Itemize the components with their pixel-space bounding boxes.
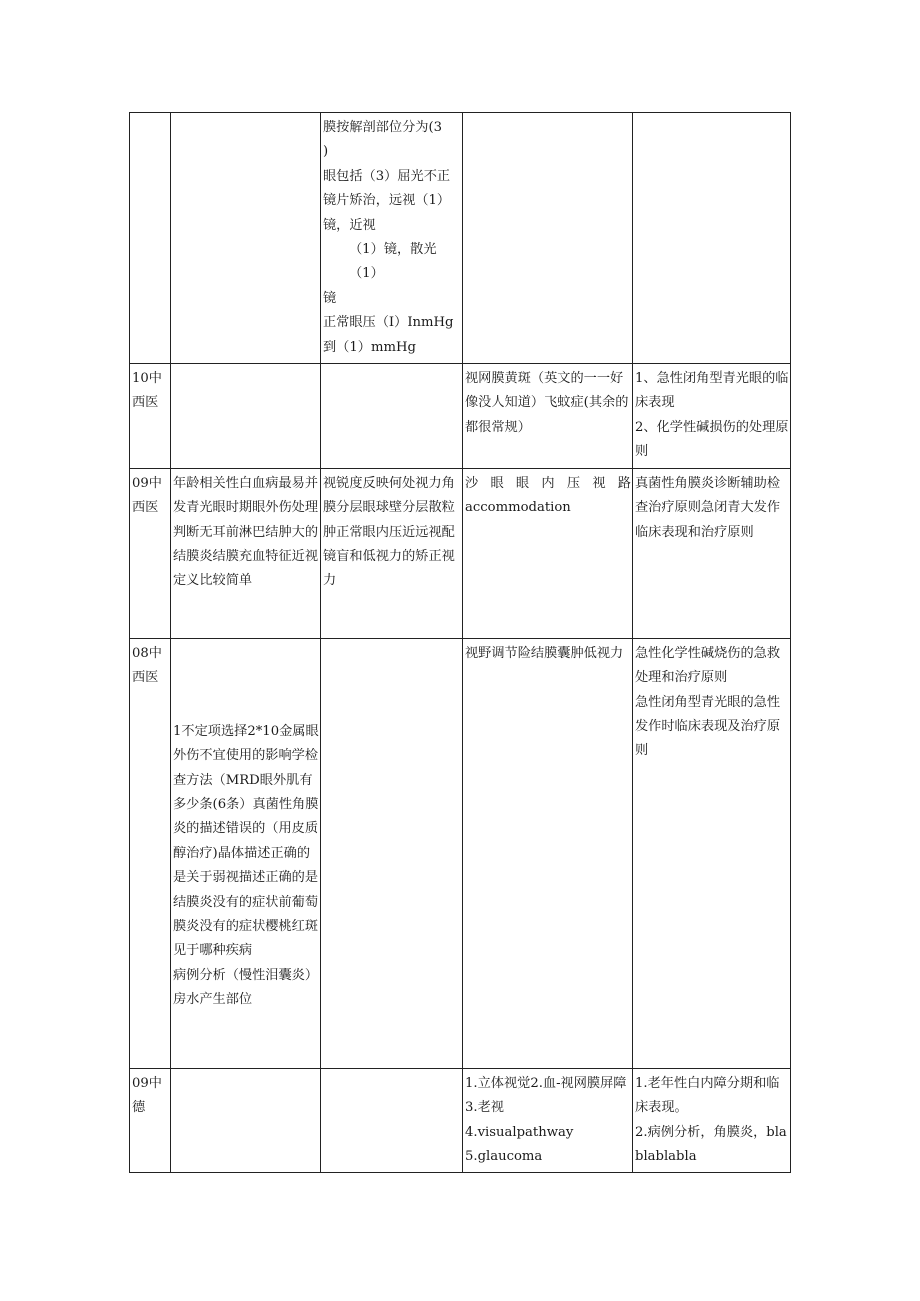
table-cell <box>321 468 463 638</box>
row-label-cell <box>130 468 171 638</box>
table-row <box>130 364 791 469</box>
cell-text: 眼包括（3）屈光不正 <box>323 168 451 184</box>
cell-text: accommodation <box>465 500 571 516</box>
table-cell <box>633 364 791 469</box>
cell-text: 1、急性闭角型青光眼的临床表现 <box>635 371 789 411</box>
cell-text: 2、化学性碱损伤的处理原则 <box>635 419 789 460</box>
cell-text: 2.病例分析，角膜炎，blablablabla <box>635 1124 787 1164</box>
table-cell <box>633 113 791 364</box>
cell-text: 1.老年性白内障分期和临床表现。 <box>635 1075 780 1116</box>
table-cell <box>171 113 321 364</box>
row-label: 09中西医 <box>132 475 162 516</box>
table-row <box>130 113 791 364</box>
cell-text: 1.立体视觉2.血-视网膜屏障3.老视 <box>465 1075 627 1116</box>
row-label: 10中西医 <box>132 371 162 411</box>
cell-text: （1）镜，散光（1） <box>349 242 437 282</box>
table-cell <box>171 468 321 638</box>
cell-text: 膜按解剖部位分为(3 <box>323 120 443 135</box>
cell-text: 急性化学性碱烧伤的急救处理和治疗原则 <box>635 645 781 686</box>
cell-text: 急性闭角型青光眼的急性发作时临床表现及治疗原则 <box>635 694 781 759</box>
cell-text: 沙眼眼内压视路 <box>465 475 631 491</box>
table-cell <box>171 638 321 1068</box>
cell-text: 镜片矫治，远视（1） <box>323 193 451 209</box>
cell-text: 真菌性角膜炎诊断辅助检查治疗原则急闭青大发作临床表现和治疗原则 <box>635 475 781 540</box>
cell-text: 视锐度反映何处视力角膜分层眼球壁分层散粒肿正常眼内压近远视配镜盲和低视力的矫正视力 <box>323 475 455 589</box>
table-cell <box>463 468 633 638</box>
table-cell <box>463 364 633 469</box>
table-cell <box>171 1068 321 1173</box>
cell-text: 1不定项选择2*10金属眼外伤不宜使用的影响学检查方法（MRD眼外肌有多少条(6条）真菌性角膜炎的描述错误的（用皮质醇治疗)晶体描述正确的是关于弱视描述正确的是结膜炎没有的症状前葡萄膜炎没有的症状樱桃红斑见于哪种疾病 <box>173 723 319 959</box>
cell-text: 病例分析（慢性泪囊炎）房水产生部位 <box>173 967 319 1008</box>
cell-text: 5.glaucoma <box>465 1148 543 1164</box>
table-cell <box>321 113 463 364</box>
table-cell <box>171 364 321 469</box>
row-label-cell <box>130 364 171 469</box>
table-cell <box>321 638 463 1068</box>
cell-text: 视网膜黄斑（英文的一一好像没人知道）飞蚊症(其余的都很常规） <box>465 371 629 435</box>
row-label-cell <box>130 638 171 1068</box>
table-cell <box>321 1068 463 1173</box>
row-label: 09中德 <box>132 1075 162 1116</box>
cell-text: 年龄相关性白血病最易并发青光眼时期眼外伤处理判断无耳前淋巴结肿大的结膜炎结膜充血特征近视定义比较简单 <box>173 475 319 589</box>
table-cell <box>633 468 791 638</box>
cell-text: 正常眼压（I）InmHg <box>323 315 454 331</box>
cell-text: ) <box>323 144 329 160</box>
table-row <box>130 1068 791 1173</box>
table-row <box>130 638 791 1068</box>
table-cell <box>321 364 463 469</box>
row-label-cell <box>130 113 171 364</box>
cell-text: 镜，近视 <box>323 217 376 233</box>
row-label-cell <box>130 1068 171 1173</box>
table-cell <box>463 638 633 1068</box>
exam-topics-table <box>129 112 791 1173</box>
cell-text: 视野调节险结膜囊肿低视力 <box>465 645 624 661</box>
table-row <box>130 468 791 638</box>
table-cell <box>463 113 633 364</box>
cell-text: 镜 <box>323 290 337 306</box>
row-label: 08中西医 <box>132 645 162 686</box>
cell-text: 到（1）mmHg <box>323 339 416 355</box>
cell-text: 4.visualpathway <box>465 1124 574 1140</box>
table-cell <box>463 1068 633 1173</box>
table-cell <box>633 1068 791 1173</box>
table-cell <box>633 638 791 1068</box>
